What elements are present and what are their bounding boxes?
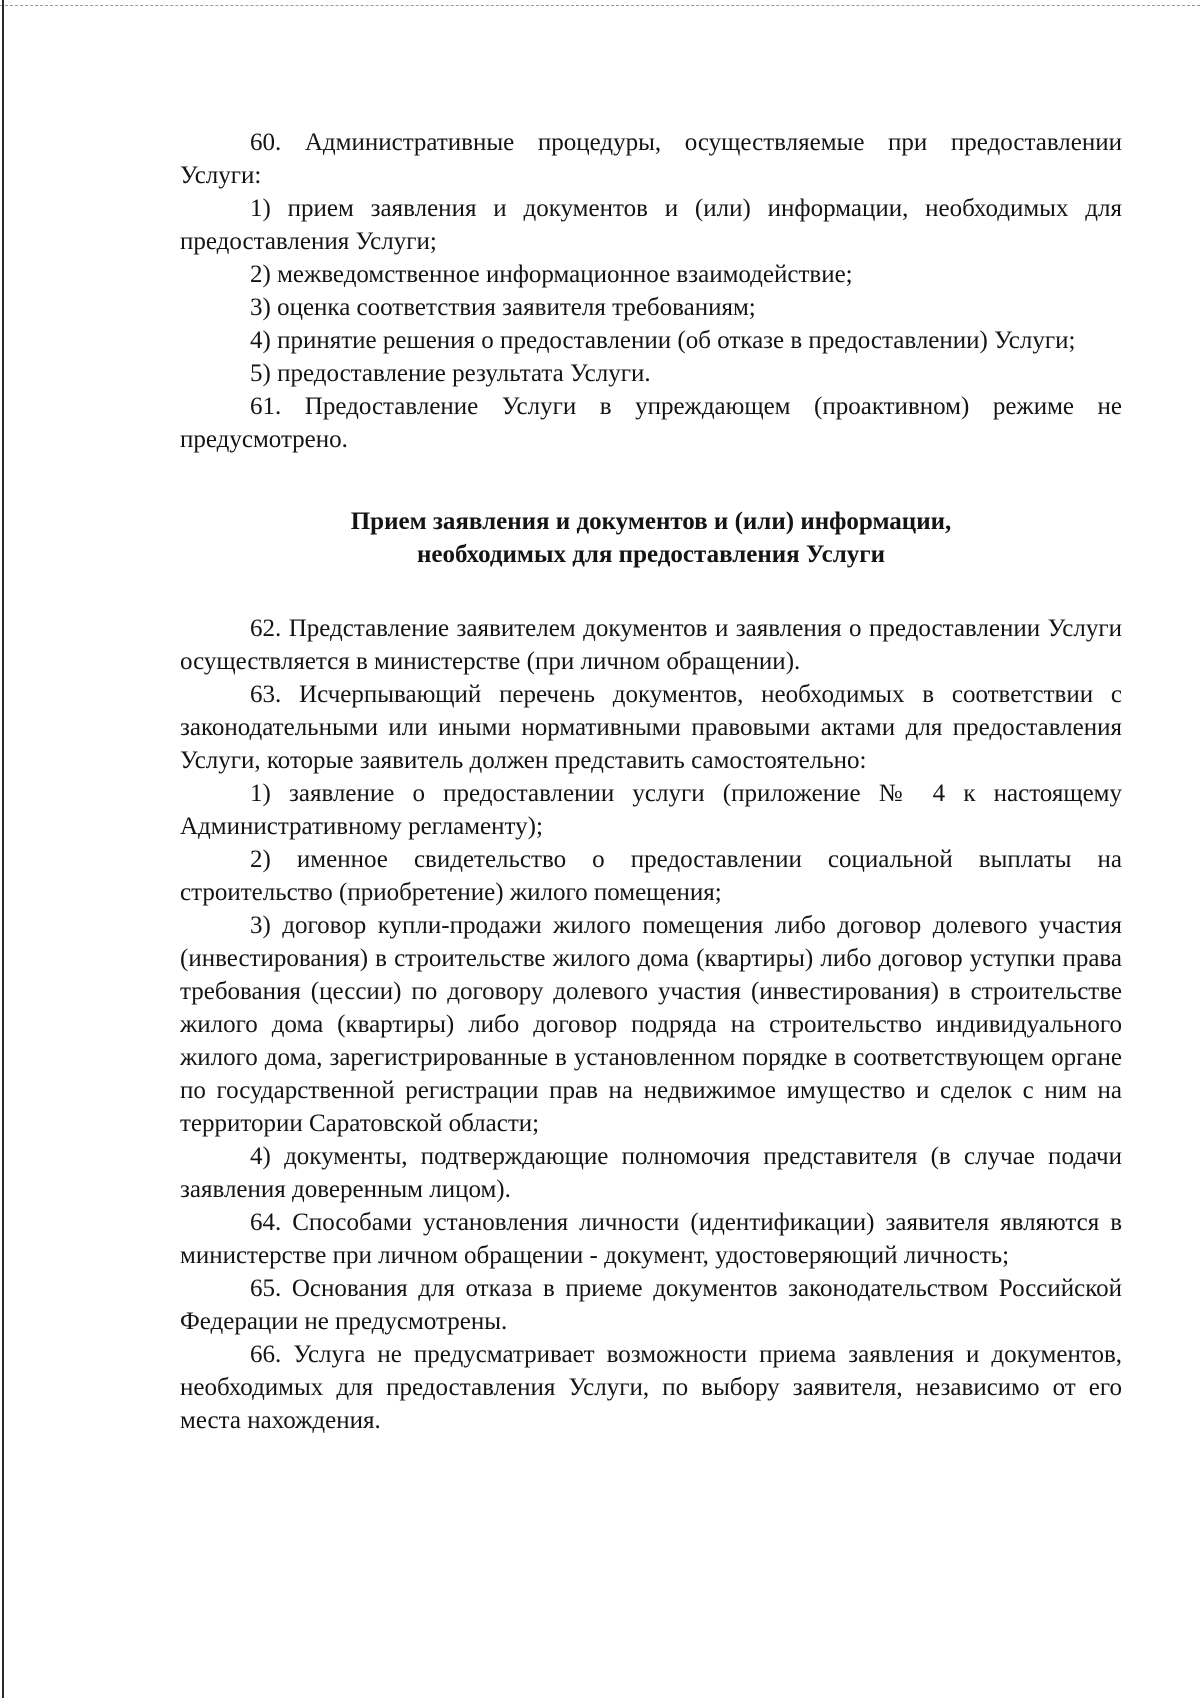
list-item-60-2: 2) межведомственное информационное взаимодействие;	[250, 261, 853, 288]
paragraph-61: 61. Предоставление Услуги в упреждающем (проактивном) режиме не предусмотрено.	[180, 393, 1122, 453]
paragraph-64: 64. Способами установления личности (идентификации) заявителя являются в министерстве при личном обращении - документ, удостоверяющий личность;	[180, 1209, 1122, 1269]
section-heading-line-2: необходимых для предоставления Услуги	[417, 541, 885, 568]
list-item-60-3: 3) оценка соответствия заявителя требованиям;	[250, 294, 756, 321]
section-heading	[180, 505, 1122, 571]
paragraph-66: 66. Услуга не предусматривает возможности приема заявления и документов, необходимых для предоставления Услуги, по выбору заявителя, независимо от его места нахождения.	[180, 1341, 1122, 1434]
list-item-63-1: 1) заявление о предоставлении услуги (приложение № 4 к настоящему Административному регламенту);	[180, 780, 1122, 840]
section-heading-line-1: Прием заявления и документов и (или) информации,	[350, 508, 952, 535]
paragraph-65: 65. Основания для отказа в приеме документов законодательством Российской Федерации не предусмотрены.	[180, 1275, 1122, 1335]
list-item-63-2: 2) именное свидетельство о предоставлении социальной выплаты на строительство (приобретение) жилого помещения;	[180, 846, 1122, 906]
list-item-63-4: 4) документы, подтверждающие полномочия представителя (в случае подачи заявления доверенным лицом).	[180, 1143, 1122, 1203]
scan-left-edge	[2, 0, 4, 1698]
scan-top-edge	[0, 5, 1200, 6]
list-item-60-4: 4) принятие решения о предоставлении (об отказе в предоставлении) Услуги;	[250, 327, 1076, 354]
paragraph-62: 62. Представление заявителем документов и заявления о предоставлении Услуги осуществляется в министерстве (при личном обращении).	[180, 615, 1122, 675]
document-page	[180, 126, 1122, 1437]
paragraph-63: 63. Исчерпывающий перечень документов, необходимых в соответствии с законодательными или иными нормативными правовыми актами для предоставления Услуги, которые заявитель должен представить самостоятельно:	[180, 681, 1122, 774]
list-item-63-3: 3) договор купли-продажи жилого помещения либо договор долевого участия (инвестирования) в строительстве жилого дома (квартиры) либо договор уступки права требования (цессии) по договору долевого участия (инвестирования) в строительстве жилого дома (квартиры) либо договор подряда на строительство индивидуального жилого дома, зарегистрированные в установленном порядке в соответствующем органе по государственной регистрации прав на недвижимое имущество и сделок с ним на территории Саратовской области;	[180, 912, 1122, 1137]
list-item-60-1: 1) прием заявления и документов и (или) информации, необходимых для предоставления Услуги;	[180, 195, 1122, 255]
paragraph-60: 60. Административные процедуры, осуществляемые при предоставлении Услуги:	[180, 129, 1122, 189]
list-item-60-5: 5) предоставление результата Услуги.	[250, 360, 651, 387]
